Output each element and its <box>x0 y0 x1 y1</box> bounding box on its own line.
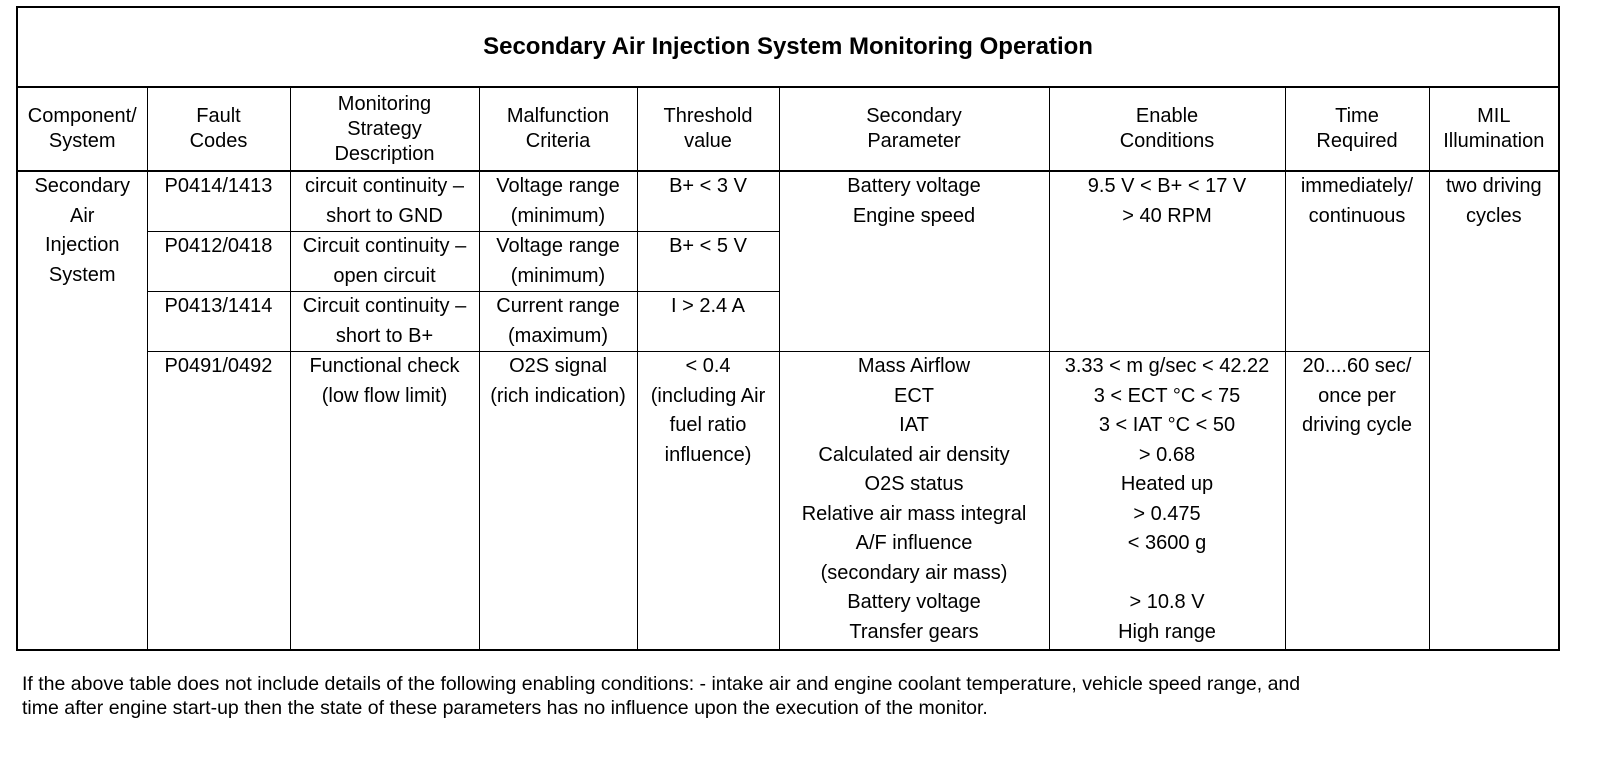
criteria-cell: O2S signal (rich indication) <box>479 352 637 650</box>
fault-code-cell: P0414/1413 <box>147 171 290 232</box>
header-secondary-parameter: Secondary Parameter <box>779 87 1049 171</box>
header-row <box>17 87 1559 171</box>
threshold-cell: B+ < 5 V <box>637 232 779 292</box>
time-required-cell: immediately/ continuous <box>1285 171 1429 352</box>
threshold-cell: I > 2.4 A <box>637 292 779 352</box>
header-time-required: Time Required <box>1285 87 1429 171</box>
header-fault-codes: Fault Codes <box>147 87 290 171</box>
header-enable-conditions: Enable Conditions <box>1049 87 1285 171</box>
secondary-parameter-cell: Battery voltage Engine speed <box>779 171 1049 352</box>
fault-code-cell: P0413/1414 <box>147 292 290 352</box>
mil-cell: two driving cycles <box>1429 171 1559 650</box>
strategy-cell: Circuit continuity – short to B+ <box>290 292 479 352</box>
criteria-cell: Voltage range (minimum) <box>479 171 637 232</box>
table-row <box>17 171 1559 232</box>
header-criteria: Malfunction Criteria <box>479 87 637 171</box>
criteria-cell: Current range (maximum) <box>479 292 637 352</box>
strategy-cell: Functional check (low flow limit) <box>290 352 479 650</box>
enable-conditions-cell: 3.33 < m g/sec < 42.22 3 < ECT °C < 75 3 < IAT °C < 50 > 0.68 Heated up > 0.475 < 3600 g > 10.8 V High range <box>1049 352 1285 650</box>
criteria-cell: Voltage range (minimum) <box>479 232 637 292</box>
threshold-cell: B+ < 3 V <box>637 171 779 232</box>
secondary-parameter-cell: Mass Airflow ECT IAT Calculated air density O2S status Relative air mass integral A/F influence (secondary air mass) Battery voltage Transfer gears <box>779 352 1049 650</box>
footnote-line: time after engine start-up then the state of these parameters has no influence upon the execution of the monitor. <box>22 697 988 719</box>
strategy-cell: Circuit continuity – open circuit <box>290 232 479 292</box>
header-component: Component/ System <box>17 87 147 171</box>
header-threshold: Threshold value <box>637 87 779 171</box>
header-strategy: Monitoring Strategy Description <box>290 87 479 171</box>
strategy-cell: circuit continuity – short to GND <box>290 171 479 232</box>
table-row <box>17 352 1559 650</box>
threshold-cell: < 0.4 (including Air fuel ratio influence) <box>637 352 779 650</box>
time-required-cell: 20....60 sec/ once per driving cycle <box>1285 352 1429 650</box>
header-mil: MIL Illumination <box>1429 87 1559 171</box>
enable-conditions-cell: 9.5 V < B+ < 17 V > 40 RPM <box>1049 171 1285 352</box>
footnote <box>22 672 1562 720</box>
footnote-line: If the above table does not include details of the following enabling conditions: - intake air and engine coolant temperature, vehicle speed range, and <box>22 673 1301 695</box>
monitoring-table <box>16 6 1560 651</box>
fault-code-cell: P0412/0418 <box>147 232 290 292</box>
component-cell: Secondary Air Injection System <box>17 171 147 650</box>
table-title: Secondary Air Injection System Monitoring Operation <box>17 7 1559 87</box>
fault-code-cell: P0491/0492 <box>147 352 290 650</box>
